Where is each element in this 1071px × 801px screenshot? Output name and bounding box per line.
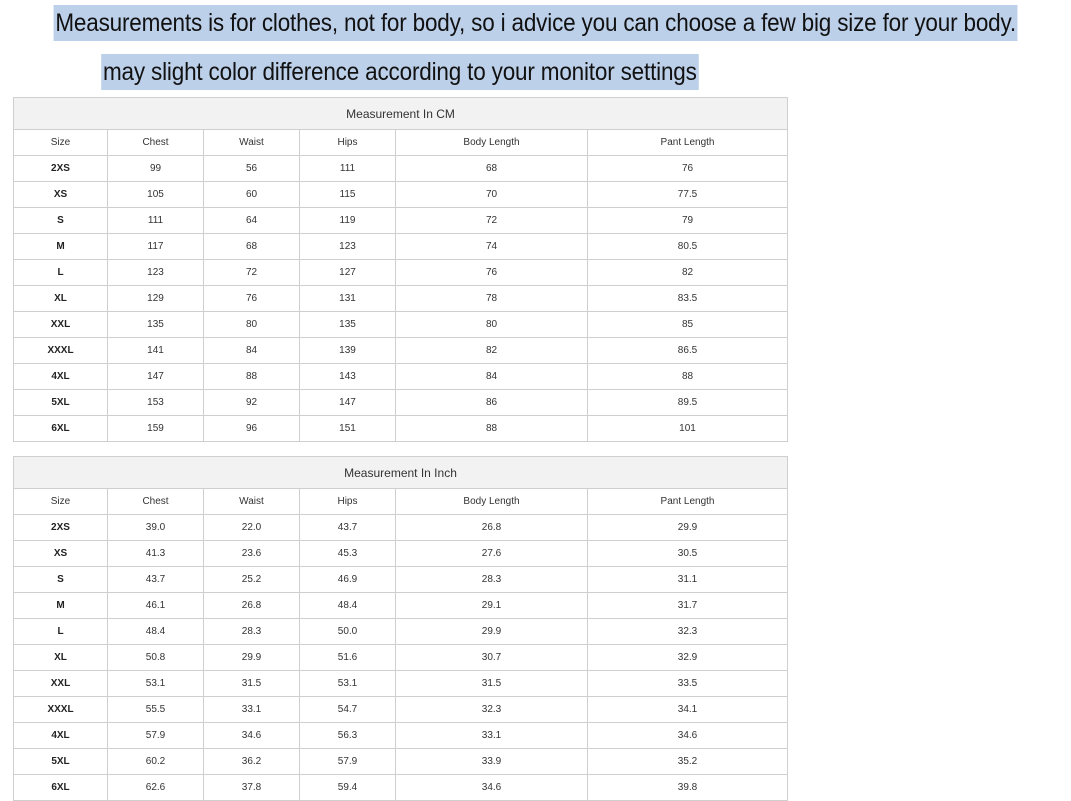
cell-hips: 143 [300,364,396,390]
cell-pant-length: 32.9 [588,645,788,671]
cell-pant-length: 29.9 [588,515,788,541]
cell-body-length: 82 [396,338,588,364]
table-row [14,645,788,671]
table-row [14,749,788,775]
cell-body-length: 78 [396,286,588,312]
cell-chest: 123 [108,260,204,286]
cell-body-length: 84 [396,364,588,390]
cell-waist: 31.5 [204,671,300,697]
cell-chest: 39.0 [108,515,204,541]
cell-waist: 25.2 [204,567,300,593]
table-row [14,567,788,593]
cell-pant-length: 39.8 [588,775,788,801]
cell-body-length: 86 [396,390,588,416]
cell-body-length: 27.6 [396,541,588,567]
cell-pant-length: 31.1 [588,567,788,593]
cell-body-length: 26.8 [396,515,588,541]
cell-hips: 135 [300,312,396,338]
cell-chest: 50.8 [108,645,204,671]
cell-waist: 26.8 [204,593,300,619]
cell-pant-length: 86.5 [588,338,788,364]
table-row [14,338,788,364]
cell-waist: 37.8 [204,775,300,801]
cell-hips: 45.3 [300,541,396,567]
cell-body-length: 31.5 [396,671,588,697]
table-row [14,208,788,234]
table-body [14,515,788,801]
table-row [14,697,788,723]
cell-pant-length: 34.6 [588,723,788,749]
cell-waist: 76 [204,286,300,312]
cell-hips: 43.7 [300,515,396,541]
cell-body-length: 28.3 [396,567,588,593]
column-header-body-length: Body Length [396,489,588,515]
cell-hips: 123 [300,234,396,260]
cell-size: XL [14,645,108,671]
table-title: Measurement In Inch [14,457,788,489]
cell-size: XXL [14,671,108,697]
cell-size: 4XL [14,723,108,749]
cell-size: XXXL [14,697,108,723]
table-row [14,286,788,312]
cell-size: XXXL [14,338,108,364]
cell-body-length: 33.9 [396,749,588,775]
cell-hips: 139 [300,338,396,364]
cell-chest: 111 [108,208,204,234]
cell-hips: 57.9 [300,749,396,775]
cell-pant-length: 30.5 [588,541,788,567]
cell-chest: 48.4 [108,619,204,645]
cell-hips: 51.6 [300,645,396,671]
cell-waist: 68 [204,234,300,260]
cell-hips: 56.3 [300,723,396,749]
table-row [14,390,788,416]
table-body [14,156,788,442]
cell-size: 5XL [14,749,108,775]
cell-body-length: 30.7 [396,645,588,671]
cell-chest: 41.3 [108,541,204,567]
table-title: Measurement In CM [14,98,788,130]
cell-chest: 55.5 [108,697,204,723]
cell-chest: 46.1 [108,593,204,619]
cell-hips: 54.7 [300,697,396,723]
cell-waist: 80 [204,312,300,338]
cell-body-length: 88 [396,416,588,442]
cell-pant-length: 89.5 [588,390,788,416]
table-row [14,234,788,260]
cell-hips: 111 [300,156,396,182]
cell-size: S [14,208,108,234]
cell-size: S [14,567,108,593]
cell-waist: 23.6 [204,541,300,567]
column-header-hips: Hips [300,489,396,515]
cell-waist: 36.2 [204,749,300,775]
column-header-pant-length: Pant Length [588,489,788,515]
cell-chest: 141 [108,338,204,364]
column-header-size: Size [14,489,108,515]
cell-body-length: 76 [396,260,588,286]
column-header-waist: Waist [204,489,300,515]
cell-chest: 53.1 [108,671,204,697]
column-header-size: Size [14,130,108,156]
cell-size: XS [14,182,108,208]
cell-body-length: 33.1 [396,723,588,749]
cell-pant-length: 33.5 [588,671,788,697]
table-row [14,775,788,801]
measurement-table-cm [13,97,788,442]
cell-body-length: 74 [396,234,588,260]
cell-body-length: 80 [396,312,588,338]
cell-hips: 151 [300,416,396,442]
table-row [14,364,788,390]
table-row [14,156,788,182]
cell-waist: 88 [204,364,300,390]
cell-size: M [14,234,108,260]
cell-pant-length: 85 [588,312,788,338]
cell-hips: 131 [300,286,396,312]
cell-chest: 99 [108,156,204,182]
cell-chest: 129 [108,286,204,312]
cell-chest: 153 [108,390,204,416]
cell-size: M [14,593,108,619]
cell-hips: 50.0 [300,619,396,645]
column-header-waist: Waist [204,130,300,156]
cell-body-length: 29.9 [396,619,588,645]
cell-chest: 147 [108,364,204,390]
cell-pant-length: 80.5 [588,234,788,260]
cell-waist: 60 [204,182,300,208]
notice-line-1-text: Measurements is for clothes, not for body, so i advice you can choose a few big size for your body. [54,5,1018,41]
cell-size: 5XL [14,390,108,416]
cell-pant-length: 35.2 [588,749,788,775]
table-row [14,671,788,697]
table-row [14,515,788,541]
cell-waist: 92 [204,390,300,416]
column-header-chest: Chest [108,130,204,156]
cell-chest: 117 [108,234,204,260]
cell-chest: 57.9 [108,723,204,749]
cell-body-length: 34.6 [396,775,588,801]
cell-pant-length: 76 [588,156,788,182]
cell-chest: 60.2 [108,749,204,775]
cell-pant-length: 79 [588,208,788,234]
cell-body-length: 29.1 [396,593,588,619]
cell-body-length: 32.3 [396,697,588,723]
table-row [14,312,788,338]
cell-hips: 115 [300,182,396,208]
cell-hips: 147 [300,390,396,416]
cell-pant-length: 34.1 [588,697,788,723]
cell-pant-length: 77.5 [588,182,788,208]
table-row [14,723,788,749]
cell-waist: 72 [204,260,300,286]
cell-chest: 159 [108,416,204,442]
column-header-pant-length: Pant Length [588,130,788,156]
cell-waist: 28.3 [204,619,300,645]
notice-line-2-text: may slight color difference according to your monitor settings [101,54,698,90]
table-row [14,593,788,619]
notice-line-2 [0,54,800,90]
table-row [14,416,788,442]
cell-size: 6XL [14,416,108,442]
cell-size: XL [14,286,108,312]
cell-waist: 64 [204,208,300,234]
notice-line-1 [0,5,1016,41]
cell-chest: 105 [108,182,204,208]
column-header-body-length: Body Length [396,130,588,156]
cell-hips: 59.4 [300,775,396,801]
cell-size: 6XL [14,775,108,801]
cell-chest: 43.7 [108,567,204,593]
cell-waist: 56 [204,156,300,182]
cell-size: 4XL [14,364,108,390]
cell-hips: 46.9 [300,567,396,593]
cell-size: XS [14,541,108,567]
cell-pant-length: 82 [588,260,788,286]
measurement-table-inch [13,456,788,801]
column-header-chest: Chest [108,489,204,515]
cell-body-length: 70 [396,182,588,208]
cell-size: 2XS [14,515,108,541]
cell-waist: 33.1 [204,697,300,723]
table-row [14,619,788,645]
table-row [14,541,788,567]
cell-chest: 62.6 [108,775,204,801]
cell-waist: 96 [204,416,300,442]
cell-pant-length: 101 [588,416,788,442]
cell-pant-length: 83.5 [588,286,788,312]
cell-pant-length: 32.3 [588,619,788,645]
cell-hips: 119 [300,208,396,234]
cell-size: L [14,260,108,286]
table-row [14,260,788,286]
cell-waist: 22.0 [204,515,300,541]
cell-hips: 127 [300,260,396,286]
cell-waist: 29.9 [204,645,300,671]
cell-size: XXL [14,312,108,338]
cell-waist: 84 [204,338,300,364]
cell-pant-length: 31.7 [588,593,788,619]
table-row [14,182,788,208]
cell-size: L [14,619,108,645]
cell-hips: 53.1 [300,671,396,697]
cell-size: 2XS [14,156,108,182]
cell-body-length: 68 [396,156,588,182]
cell-pant-length: 88 [588,364,788,390]
cell-body-length: 72 [396,208,588,234]
column-header-hips: Hips [300,130,396,156]
cell-hips: 48.4 [300,593,396,619]
cell-waist: 34.6 [204,723,300,749]
cell-chest: 135 [108,312,204,338]
